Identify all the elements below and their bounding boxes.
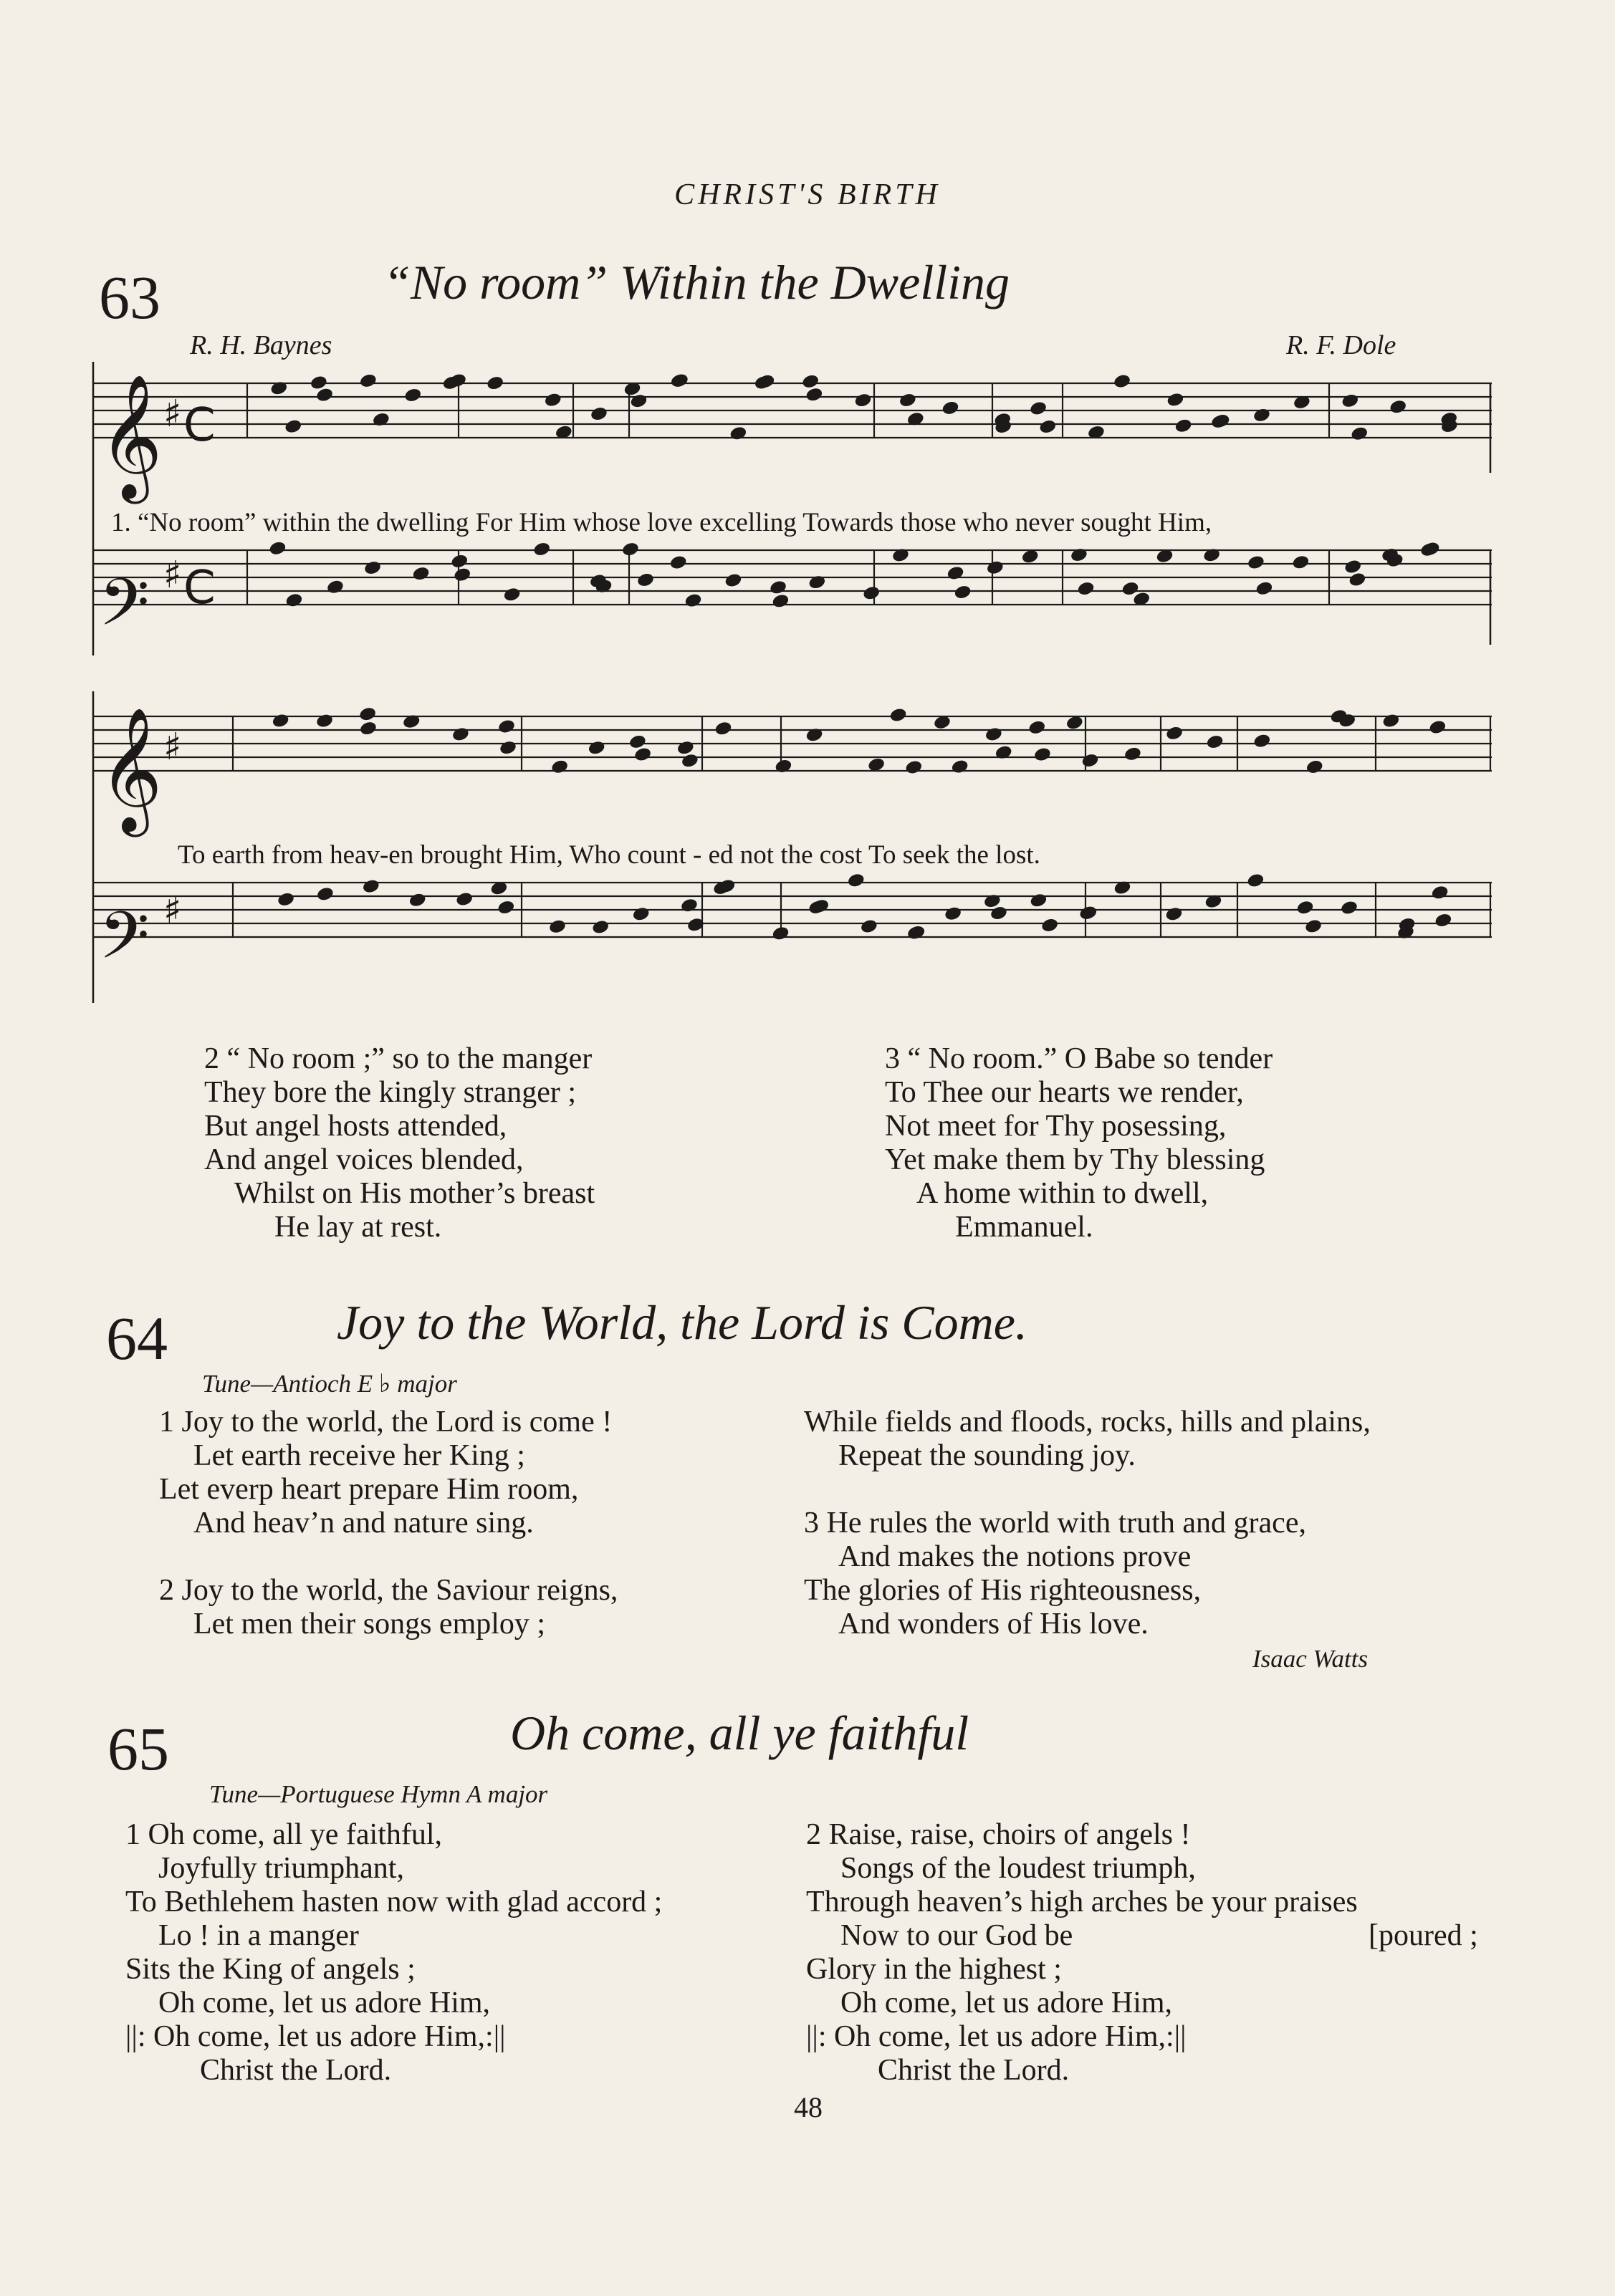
verse-line: They bore the kingly stranger ;	[204, 1076, 577, 1109]
verse-line: Let earth receive her King ;	[193, 1439, 525, 1472]
verse-line: A home within to dwell,	[916, 1177, 1209, 1210]
page-number: 48	[794, 2091, 823, 2123]
bass-clef-icon: 𝄢	[99, 898, 150, 989]
hymn-author-63: R. H. Baynes	[190, 330, 332, 360]
verse-line: Joyfully triumphant,	[158, 1852, 404, 1885]
verse-spacer	[159, 1540, 618, 1574]
verse-line: And makes the notions prove	[838, 1540, 1192, 1573]
verse-line: 2 “ No room ;” so to the manger	[204, 1042, 593, 1075]
verse-line: Oh come, let us adore Him,	[840, 1987, 1173, 2019]
verse-line: Not meet for Thy posessing,	[885, 1110, 1227, 1143]
verse-line: To Bethlehem hasten now with glad accord ;	[125, 1886, 663, 1918]
verse-line: 2 Joy to the world, the Saviour reigns,	[159, 1574, 618, 1607]
hymn-composer-63: R. F. Dole	[1286, 330, 1396, 360]
svg-text:♯: ♯	[163, 889, 182, 932]
verse-line: ||: Oh come, let us adore Him,:||	[806, 2020, 1187, 2053]
verse-line: And wonders of His love.	[838, 1608, 1149, 1641]
verse-line: Through heaven’s high arches be your praises	[806, 1886, 1358, 1918]
verse-line: Christ the Lord.	[200, 2054, 392, 2087]
verse-line: Let men their songs employ ;	[193, 1608, 546, 1641]
verse-3	[885, 1042, 1273, 1244]
verse-line: Glory in the highest ;	[806, 1953, 1062, 1986]
verse-line: To Thee our hearts we render,	[885, 1076, 1244, 1109]
verse-line: But angel hosts attended,	[204, 1110, 507, 1143]
verse-line: And angel voices blended,	[204, 1143, 524, 1176]
verse-2	[204, 1042, 595, 1244]
treble-clef-icon: 𝄞	[99, 707, 163, 832]
svg-text:C: C	[183, 399, 216, 452]
verse-line: And heav’n and nature sing.	[193, 1507, 534, 1540]
hymn-title-63: “No room” Within the Dwelling	[383, 255, 1010, 309]
svg-text:♯: ♯	[163, 726, 182, 769]
verse-line: 1 Oh come, all ye faithful,	[125, 1818, 443, 1851]
verse-line: Sits the King of angels ;	[125, 1953, 416, 1986]
hymn65-column-1	[125, 1818, 662, 2088]
hymn-title-64: Joy to the World, the Lord is Come.	[337, 1295, 1027, 1350]
bass-clef-icon: 𝄢	[99, 565, 150, 656]
tune-line-64: Tune—Antioch E ♭ major	[202, 1370, 457, 1398]
verse-line: The glories of His righteousness,	[804, 1574, 1202, 1607]
svg-text:♯: ♯	[163, 393, 182, 436]
verse-line: Christ the Lord.	[878, 2054, 1070, 2087]
verse-line: Yet make them by Thy blessing	[885, 1143, 1265, 1176]
verse-line: He lay at rest.	[274, 1211, 442, 1244]
verse-line: Emmanuel.	[955, 1211, 1093, 1244]
hymn-number-65: 65	[107, 1714, 169, 1783]
hymn64-column-1	[159, 1406, 618, 1641]
hymn65-column-2	[806, 1818, 1478, 2088]
tune-line-65: Tune—Portuguese Hymn A major	[209, 1780, 548, 1808]
hymn-title-65: Oh come, all ye faithful	[510, 1706, 969, 1760]
verse-line: Repeat the sounding joy.	[838, 1439, 1136, 1472]
verse-line	[806, 1919, 1478, 1953]
verse-line-text: Now to our God be	[840, 1919, 1073, 1952]
verse-line: Whilst on His mother’s breast	[234, 1177, 595, 1210]
verse-line: Oh come, let us adore Him,	[158, 1987, 491, 2019]
verse-spacer	[804, 1473, 1371, 1507]
treble-clef-icon: 𝄞	[99, 374, 163, 499]
verse-line: 3 He rules the world with truth and grace,	[804, 1507, 1306, 1540]
attribution: Isaac Watts	[1252, 1645, 1369, 1673]
running-head: CHRIST'S BIRTH	[674, 178, 941, 211]
lyric-line-2: To earth from heav-en brought Him, Who count - ed not the cost To seek the lost.	[178, 840, 1040, 870]
verse-line: Lo ! in a manger	[158, 1919, 359, 1952]
verse-line: Songs of the loudest triumph,	[840, 1852, 1196, 1885]
lyric-line-1: 1. “No room” within the dwelling For Him whose love excelling Towards those who never sought Him,	[111, 508, 1212, 537]
verse-line: While fields and floods, rocks, hills and plains,	[804, 1406, 1371, 1438]
hymn64-column-2	[804, 1406, 1371, 1641]
hymn-number-64: 64	[106, 1304, 168, 1373]
verse-line: 2 Raise, raise, choirs of angels !	[806, 1818, 1191, 1851]
verse-line: ||: Oh come, let us adore Him,:||	[125, 2020, 506, 2053]
verse-line: Let everp heart prepare Him room,	[159, 1473, 579, 1506]
svg-text:C: C	[183, 562, 216, 615]
verse-line-continuation: [poured ;	[1369, 1919, 1478, 1952]
verse-line: 3 “ No room.” O Babe so tender	[885, 1042, 1273, 1075]
hymn-number-63: 63	[99, 263, 160, 332]
verse-line: 1 Joy to the world, the Lord is come !	[159, 1406, 613, 1438]
svg-text:♯: ♯	[163, 554, 182, 597]
